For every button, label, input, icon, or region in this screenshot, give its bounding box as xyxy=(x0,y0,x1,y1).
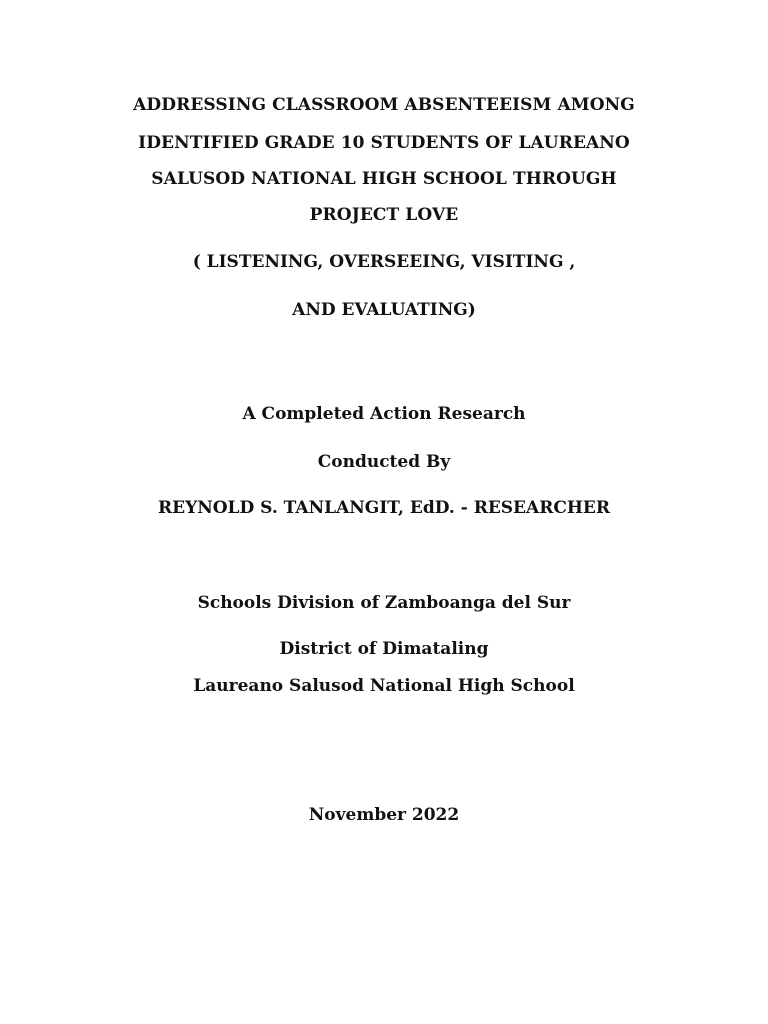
research-type: A Completed Action Research xyxy=(242,404,526,424)
acronym-line-2: AND EVALUATING) xyxy=(292,300,476,320)
district: District of Dimataling xyxy=(279,639,489,659)
title-line-4: PROJECT LOVE xyxy=(309,205,459,225)
researcher-name: REYNOLD S. TANLANGIT, EdD. - RESEARCHER xyxy=(157,498,611,518)
title-line-2: IDENTIFIED GRADE 10 STUDENTS OF LAUREANO xyxy=(138,133,630,153)
date: November 2022 xyxy=(308,805,460,825)
schools-division: Schools Division of Zamboanga del Sur xyxy=(197,593,571,613)
title-line-3: SALUSOD NATIONAL HIGH SCHOOL THROUGH xyxy=(151,169,617,189)
school-name: Laureano Salusod National High School xyxy=(193,676,575,696)
title-line-1: ADDRESSING CLASSROOM ABSENTEEISM AMONG xyxy=(133,95,635,115)
conducted-by-label: Conducted By xyxy=(317,452,451,472)
acronym-line-1: ( LISTENING, OVERSEEING, VISITING , xyxy=(192,252,576,272)
